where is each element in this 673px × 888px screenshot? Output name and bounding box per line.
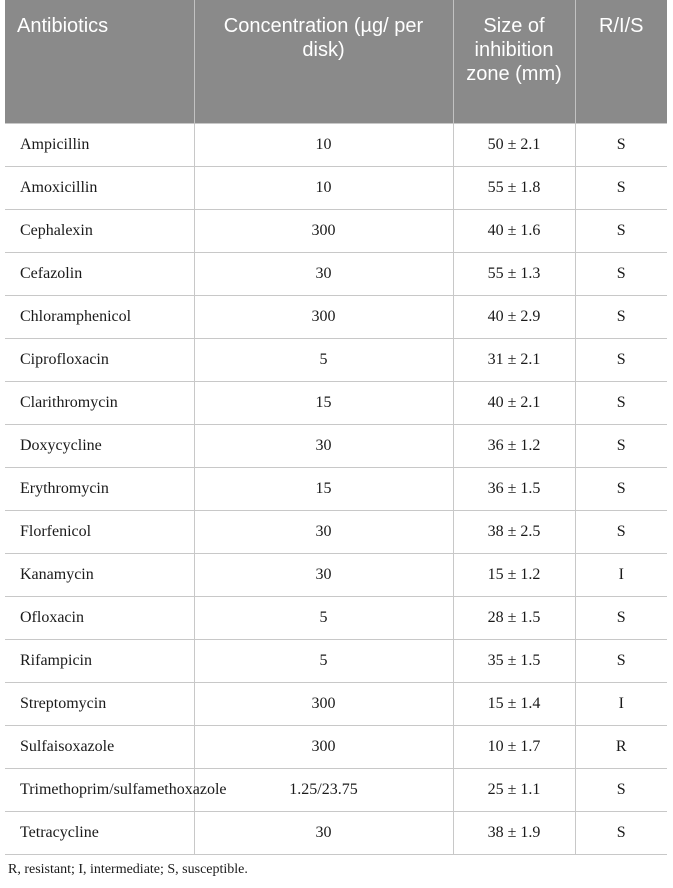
cell-antibiotic: Erythromycin	[5, 467, 194, 510]
cell-ris: S	[575, 166, 667, 209]
cell-inhibition-zone: 10 ± 1.7	[453, 725, 575, 768]
table-row	[5, 209, 667, 252]
cell-ris: S	[575, 510, 667, 553]
cell-ris: S	[575, 209, 667, 252]
cell-ris: S	[575, 639, 667, 682]
cell-inhibition-zone: 28 ± 1.5	[453, 596, 575, 639]
cell-antibiotic: Ciprofloxacin	[5, 338, 194, 381]
cell-inhibition-zone: 40 ± 2.1	[453, 381, 575, 424]
cell-ris: S	[575, 811, 667, 854]
table-row	[5, 768, 667, 811]
table-row	[5, 682, 667, 725]
cell-inhibition-zone: 38 ± 2.5	[453, 510, 575, 553]
cell-inhibition-zone: 40 ± 2.9	[453, 295, 575, 338]
table-row	[5, 510, 667, 553]
cell-antibiotic: Trimethoprim/sulfamethoxazole	[5, 768, 194, 811]
cell-inhibition-zone: 15 ± 1.2	[453, 553, 575, 596]
cell-ris: I	[575, 682, 667, 725]
cell-ris: S	[575, 467, 667, 510]
cell-concentration: 5	[194, 596, 453, 639]
cell-ris: R	[575, 725, 667, 768]
cell-concentration: 30	[194, 811, 453, 854]
table-row	[5, 553, 667, 596]
cell-inhibition-zone: 35 ± 1.5	[453, 639, 575, 682]
cell-concentration: 1.25/23.75	[194, 768, 453, 811]
cell-ris: S	[575, 768, 667, 811]
cell-antibiotic: Kanamycin	[5, 553, 194, 596]
cell-ris: S	[575, 252, 667, 295]
cell-concentration: 300	[194, 209, 453, 252]
cell-antibiotic: Tetracycline	[5, 811, 194, 854]
cell-antibiotic: Cephalexin	[5, 209, 194, 252]
cell-inhibition-zone: 40 ± 1.6	[453, 209, 575, 252]
cell-inhibition-zone: 38 ± 1.9	[453, 811, 575, 854]
cell-concentration: 30	[194, 553, 453, 596]
cell-antibiotic: Streptomycin	[5, 682, 194, 725]
cell-antibiotic: Sulfaisoxazole	[5, 725, 194, 768]
cell-antibiotic: Cefazolin	[5, 252, 194, 295]
antibiotic-susceptibility-table	[5, 0, 667, 855]
cell-concentration: 10	[194, 123, 453, 166]
cell-concentration: 30	[194, 510, 453, 553]
cell-concentration: 15	[194, 467, 453, 510]
table-row	[5, 381, 667, 424]
cell-ris: S	[575, 424, 667, 467]
table-row	[5, 811, 667, 854]
table-row	[5, 295, 667, 338]
cell-antibiotic: Amoxicillin	[5, 166, 194, 209]
header-inhibition-zone: Size of inhibition zone (mm)	[453, 0, 575, 123]
cell-concentration: 10	[194, 166, 453, 209]
table-row	[5, 596, 667, 639]
cell-concentration: 15	[194, 381, 453, 424]
table-row	[5, 467, 667, 510]
cell-antibiotic: Doxycycline	[5, 424, 194, 467]
cell-concentration: 5	[194, 338, 453, 381]
cell-inhibition-zone: 31 ± 2.1	[453, 338, 575, 381]
cell-concentration: 30	[194, 424, 453, 467]
cell-inhibition-zone: 55 ± 1.3	[453, 252, 575, 295]
table-header-row	[5, 0, 667, 123]
table-body	[5, 123, 667, 854]
cell-concentration: 300	[194, 682, 453, 725]
cell-antibiotic: Chloramphenicol	[5, 295, 194, 338]
cell-concentration: 300	[194, 295, 453, 338]
cell-antibiotic: Clarithromycin	[5, 381, 194, 424]
cell-ris: S	[575, 596, 667, 639]
cell-ris: S	[575, 295, 667, 338]
cell-inhibition-zone: 36 ± 1.2	[453, 424, 575, 467]
cell-inhibition-zone: 55 ± 1.8	[453, 166, 575, 209]
cell-concentration: 5	[194, 639, 453, 682]
table-row	[5, 338, 667, 381]
table-row	[5, 123, 667, 166]
cell-ris: S	[575, 123, 667, 166]
cell-ris: S	[575, 381, 667, 424]
header-antibiotics: Antibiotics	[5, 0, 194, 123]
header-concentration: Concentration (µg/ per disk)	[194, 0, 453, 123]
cell-concentration: 30	[194, 252, 453, 295]
cell-antibiotic: Ampicillin	[5, 123, 194, 166]
cell-inhibition-zone: 50 ± 2.1	[453, 123, 575, 166]
cell-inhibition-zone: 36 ± 1.5	[453, 467, 575, 510]
cell-inhibition-zone: 15 ± 1.4	[453, 682, 575, 725]
cell-antibiotic: Florfenicol	[5, 510, 194, 553]
table-footnote: R, resistant; I, intermediate; S, susceptible.	[8, 862, 248, 877]
table-row	[5, 252, 667, 295]
header-ris: R/I/S	[575, 0, 667, 123]
table-row	[5, 725, 667, 768]
cell-ris: S	[575, 338, 667, 381]
cell-antibiotic: Ofloxacin	[5, 596, 194, 639]
cell-ris: I	[575, 553, 667, 596]
cell-antibiotic: Rifampicin	[5, 639, 194, 682]
cell-concentration: 300	[194, 725, 453, 768]
cell-inhibition-zone: 25 ± 1.1	[453, 768, 575, 811]
table-row	[5, 166, 667, 209]
table-row	[5, 424, 667, 467]
table-row	[5, 639, 667, 682]
